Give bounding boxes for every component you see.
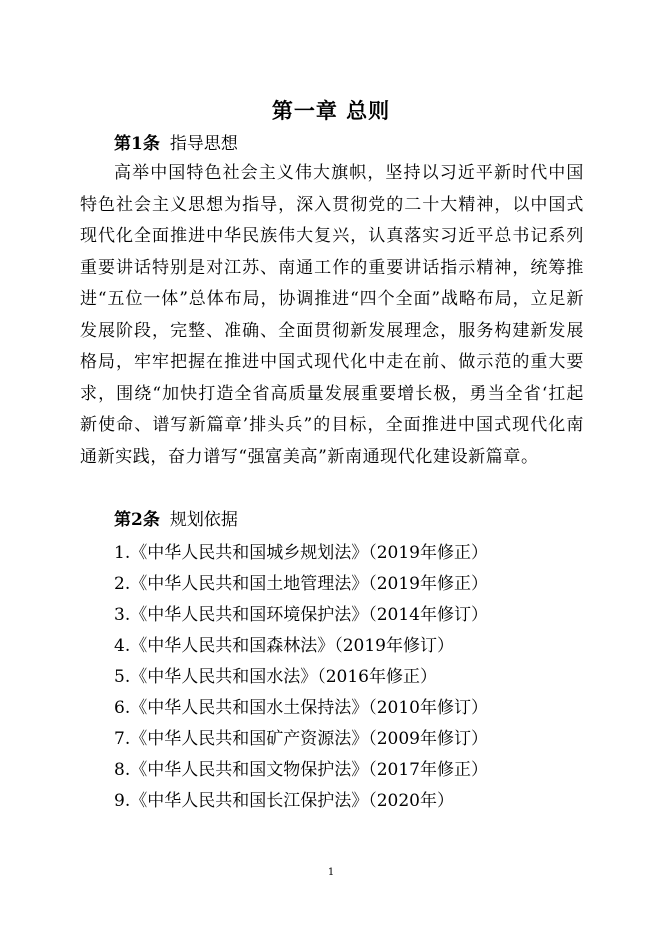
list-item: 3.《中华人民共和国环境保护法》（2014年修订）: [114, 605, 488, 625]
list-item: 9.《中华人民共和国长江保护法》（2020年）: [114, 791, 454, 811]
article-2-heading: [114, 506, 238, 534]
list-item: 5.《中华人民共和国水法》（2016年修正）: [114, 667, 437, 687]
article-1-heading: [114, 130, 238, 158]
list-item: 1.《中华人民共和国城乡规划法》（2019年修正）: [114, 543, 488, 563]
list-item: 6.《中华人民共和国水土保持法》（2010年修订）: [114, 698, 488, 718]
page-number: 1: [327, 867, 335, 878]
list-item: 8.《中华人民共和国文物保护法》（2017年修正）: [114, 760, 488, 780]
basis-list: [114, 538, 488, 817]
article-1-body: 高举中国特色社会主义伟大旗帜，坚持以习近平新时代中国特色社会主义思想为指导，深入贯彻党的二十大精神，以中国式现代化全面推进中华民族伟大复兴，认真落实习近平总书记系列重要讲话特别是对江苏、南通工作的重要讲话指示精神，统筹推进“五位一体”总体布局，协调推进“四个全面”战略布局，立足新发展阶段，完整、准确、全面贯彻新发展理念，服务构建新发展格局，牢牢把握在推进中国式现代化中走在前、做示范的重大要求，围绕“加快打造全省高质量发展重要增长极，勇当全省‘扛起新使命、谱写新篇章’排头兵”的目标，全面推进中国式现代化南通新实践，奋力谱写“强富美高”新南通现代化建设新篇章。: [80, 163, 584, 467]
article-1-number: 第1条: [114, 134, 160, 154]
list-item: 4.《中华人民共和国森林法》（2019年修订）: [114, 636, 454, 656]
chapter-title: 第一章 总则: [271, 98, 391, 123]
article-2-number: 第2条: [114, 510, 160, 530]
list-item: 7.《中华人民共和国矿产资源法》（2009年修订）: [114, 729, 488, 749]
list-item: 2.《中华人民共和国土地管理法》（2019年修正）: [114, 574, 488, 594]
article-1-title: 指导思想: [169, 134, 238, 154]
article-2-title: 规划依据: [169, 510, 238, 530]
